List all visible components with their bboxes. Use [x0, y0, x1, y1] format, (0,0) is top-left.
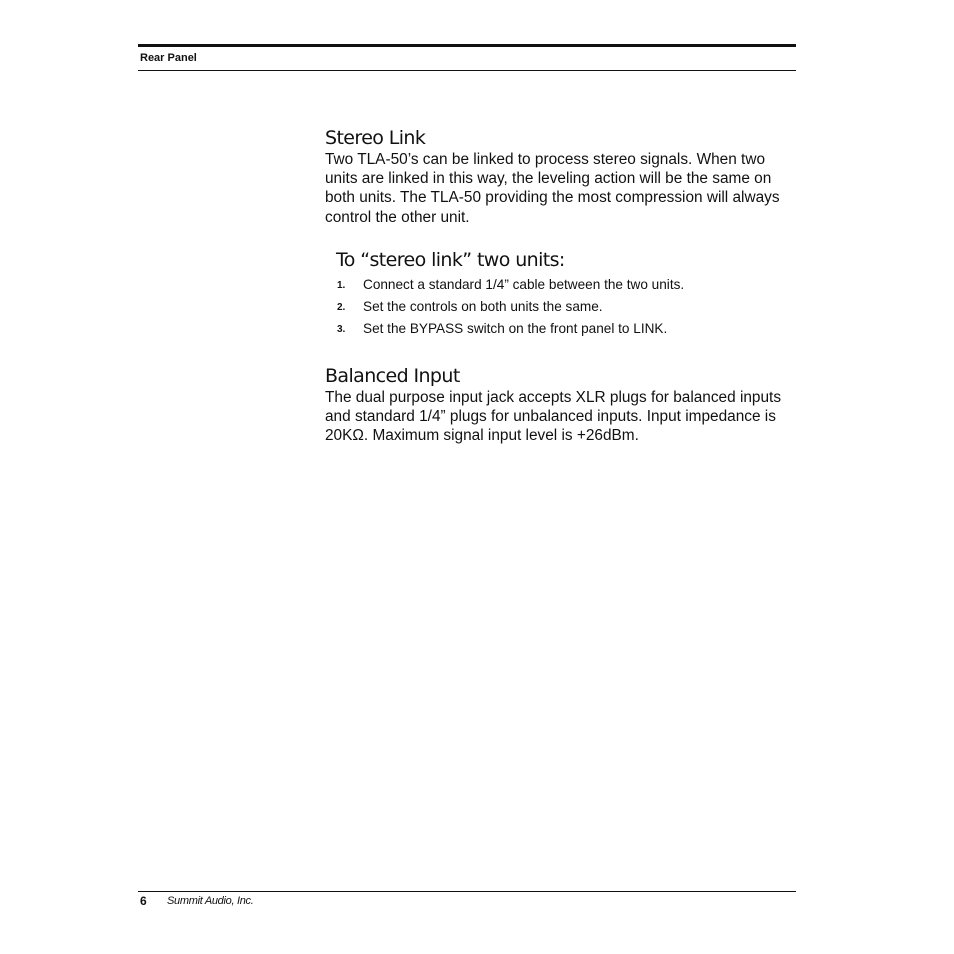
step-number: 1.: [337, 279, 346, 291]
procedure-step: [325, 318, 795, 340]
section-balanced-input: [325, 364, 795, 446]
procedure-step: [325, 274, 795, 296]
page-number: 6: [140, 894, 147, 908]
step-text: Set the BYPASS switch on the front panel to LINK.: [363, 320, 668, 336]
step-text: Connect a standard 1/4” cable between the two units.: [363, 276, 685, 292]
header-top-rule: [138, 44, 796, 47]
procedure-heading: To “stereo link” two units:: [336, 248, 565, 271]
section-body: The dual purpose input jack accepts XLR plugs for balanced inputs and standard 1/4” plugs for unbalanced inputs. Input impedance is 20KΩ. Maximum signal input level is +26dBm.: [325, 388, 782, 445]
section-title: Balanced Input: [325, 364, 460, 387]
procedure-steps: [325, 274, 795, 340]
step-number: 2.: [337, 301, 346, 313]
header-bottom-rule: [138, 70, 796, 71]
step-text: Set the controls on both units the same.: [363, 298, 603, 314]
page-content: [325, 126, 795, 445]
footer-company: Summit Audio, Inc.: [167, 895, 254, 907]
step-number: 3.: [337, 323, 346, 335]
running-head: Rear Panel: [140, 52, 197, 64]
footer-rule: [138, 891, 796, 892]
section-body: Two TLA-50’s can be linked to process stereo signals. When two units are linked in this way, the leveling action will be the same on both units. The TLA-50 providing the most compression will always control the other unit.: [325, 151, 780, 226]
section-stereo-link: [325, 126, 795, 340]
section-title: Stereo Link: [325, 127, 426, 149]
procedure-step: [325, 296, 795, 318]
